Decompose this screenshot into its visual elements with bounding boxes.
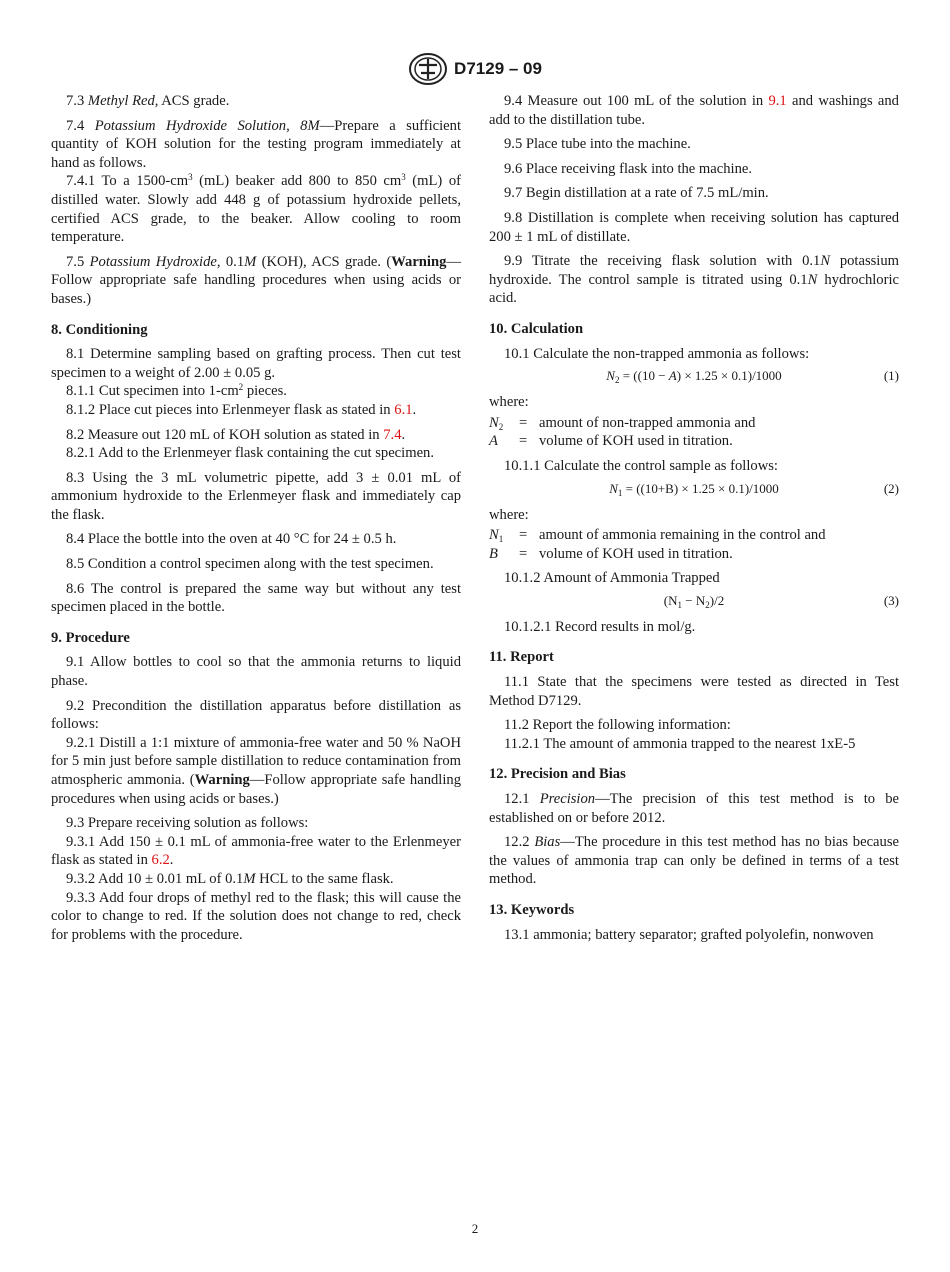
section-9-heading: 9. Procedure — [51, 629, 130, 646]
definition-row: A = volume of KOH used in titration. — [489, 433, 733, 450]
definition-row: $N_1$ = amount of ammonia remaining in the control and — [489, 527, 826, 545]
para-9-9: 9.9 Titrate the receiving flask solution with 0.1N potassium hydroxide. The control sample is titrated using 0.1N hydrochloric acid. — [489, 253, 899, 307]
para-8-3: 8.3 Using the 3 mL volumetric pipette, add 3 ± 0.01 mL of ammonium hydroxide to the Erlenmeyer flask and immediately cap the flask. — [51, 469, 461, 523]
para-9-1: 9.1 Allow bottles to cool so that the ammonia returns to liquid phase. — [51, 654, 461, 690]
para-8-6: 8.6 The control is prepared the same way but without any test specimen placed in the bottle. — [51, 580, 461, 616]
definition-row: B = volume of KOH used in titration. — [489, 545, 733, 562]
para-8-4: 8.4 Place the bottle into the oven at 40 °C for 24 ± 0.5 h. — [66, 531, 397, 548]
para-9-2: 9.2 Precondition the distillation apparatus before distillation as follows: — [51, 697, 461, 733]
para-13-1: 13.1 ammonia; battery separator; grafted polyolefin, nonwoven — [504, 926, 874, 943]
ref-link-9-1[interactable]: 9.1 — [768, 93, 787, 109]
para-8-1-2: 8.1.2 Place cut pieces into Erlenmeyer flask as stated in 6.1. — [66, 401, 417, 418]
equation-number: (2) — [883, 480, 899, 496]
para-10-1-2-1: 10.1.2.1 Record results in mol/g. — [504, 618, 696, 635]
ref-link-7-4[interactable]: 7.4 — [383, 426, 402, 443]
equation-3: $(N_1 - N_2)/2$ (3) — [663, 592, 899, 610]
equation-number: (3) — [883, 592, 899, 608]
astm-logo-icon — [408, 52, 448, 86]
para-10-1: 10.1 Calculate the non-trapped ammonia as follows: — [504, 345, 810, 362]
para-9-3-2: 9.3.2 Add 10 ± 0.01 mL of 0.1M HCL to the same flask. — [66, 870, 394, 887]
para-8-2-1: 8.2.1 Add to the Erlenmeyer flask containing the cut specimen. — [66, 445, 434, 462]
equation-2: $N_1 = ((10+B) \times 1.25 \times 0.1)/1000$ (2) — [609, 480, 899, 498]
page-number: 2 — [471, 1221, 479, 1236]
para-10-1-1: 10.1.1 Calculate the control sample as follows: — [504, 457, 778, 474]
para-9-4: 9.4 Measure out 100 mL of the solution in 9.1 and washings and add to the distillation tube. — [489, 93, 899, 128]
section-11-heading: 11. Report — [489, 649, 554, 666]
para-8-5: 8.5 Condition a control specimen along with the test specimen. — [66, 556, 434, 573]
para-9-3: 9.3 Prepare receiving solution as follows: — [66, 815, 309, 832]
para-9-5: 9.5 Place tube into the machine. — [504, 136, 691, 153]
para-8-2: 8.2 Measure out 120 mL of KOH solution as stated in 7.4. — [66, 426, 406, 443]
section-13-heading: 13. Keywords — [489, 902, 575, 918]
para-7-4-1: 7.4.1 To a $1500-cm^3$ (mL) beaker add 800 to 850 $cm^3$ (mL) of distilled water. Slowly add 448 g of potassium hydroxide pellets, certified ACS grade, to the beaker. Allow cooling to room temperature. — [51, 172, 461, 246]
where-label: where: — [489, 506, 529, 523]
page-header — [0, 52, 950, 86]
para-8-1-1: 8.1.1 Cut specimen into $1-cm^2$ pieces. — [66, 382, 287, 400]
para-9-3-1: 9.3.1 Add 150 ± 0.1 mL of ammonia-free water to the Erlenmeyer flask as stated in 6.2. — [51, 833, 461, 869]
right-column — [489, 92, 899, 950]
ref-link-6-2[interactable]: 6.2 — [151, 852, 170, 869]
section-8-heading: 8. Conditioning — [51, 321, 148, 338]
document-id: D7129 – 09 — [454, 59, 542, 78]
para-8-1: 8.1 Determine sampling based on grafting process. Then cut test specimen to a weight of 2.00 ± 0.05 g. — [51, 346, 461, 381]
definition-row: $N_2$ = amount of non-trapped ammonia and — [489, 414, 756, 432]
para-9-2-1: 9.2.1 Distill a 1:1 mixture of ammonia-free water and 50 % NaOH for 5 min just before sample distillation to reduce contamination from atmospheric ammonia. (Warning—Follow appropriate safe handling procedures when using acids or bases.) — [51, 734, 461, 807]
equation-1: $N_2 = ((10 - A) \times 1.25 \times 0.1)/1000$ (1) — [606, 368, 899, 386]
para-9-6: 9.6 Place receiving flask into the machine. — [504, 160, 753, 177]
para-7-4: 7.4 Potassium Hydroxide Solution, 8M—Prepare a sufficient quantity of KOH solution for the testing program immediately at hand as follows. — [51, 117, 462, 171]
ref-link-6-1[interactable]: 6.1 — [394, 401, 413, 418]
para-11-2-1: 11.2.1 The amount of ammonia trapped to the nearest 1xE-5 — [504, 735, 856, 752]
section-12-heading: 12. Precision and Bias — [489, 766, 626, 783]
equation-number: (1) — [883, 368, 899, 384]
para-11-1: 11.1 State that the specimens were tested as directed in Test Method D7129. — [489, 674, 899, 709]
section-10-heading: 10. Calculation — [489, 320, 584, 337]
where-label: where: — [489, 394, 529, 411]
para-12-1: 12.1 Precision—The precision of this test method is to be established on or before 2012. — [489, 791, 900, 826]
para-7-5: 7.5 Potassium Hydroxide, 0.1M (KOH), ACS grade. (Warning—Follow appropriate safe handling procedures when using acids or bases.) — [51, 253, 461, 307]
para-11-2: 11.2 Report the following information: — [504, 717, 731, 734]
para-12-2: 12.2 Bias—The procedure in this test method has no bias because the values of ammonia trap can only be defined in terms of a test method. — [489, 834, 899, 888]
para-7-3: 7.3 Methyl Red, ACS grade. — [66, 93, 230, 109]
para-9-8: 9.8 Distillation is complete when receiving solution has captured 200 ± 1 mL of distillate. — [489, 209, 899, 245]
para-9-3-3: 9.3.3 Add four drops of methyl red to the flask; this will cause the color to change to red. If the solution does not change to red, check for problems with the procedure. — [51, 889, 461, 943]
left-column — [51, 92, 461, 950]
para-10-1-2: 10.1.2 Amount of Ammonia Trapped — [504, 570, 720, 587]
para-9-7: 9.7 Begin distillation at a rate of 7.5 mL/min. — [504, 185, 769, 202]
